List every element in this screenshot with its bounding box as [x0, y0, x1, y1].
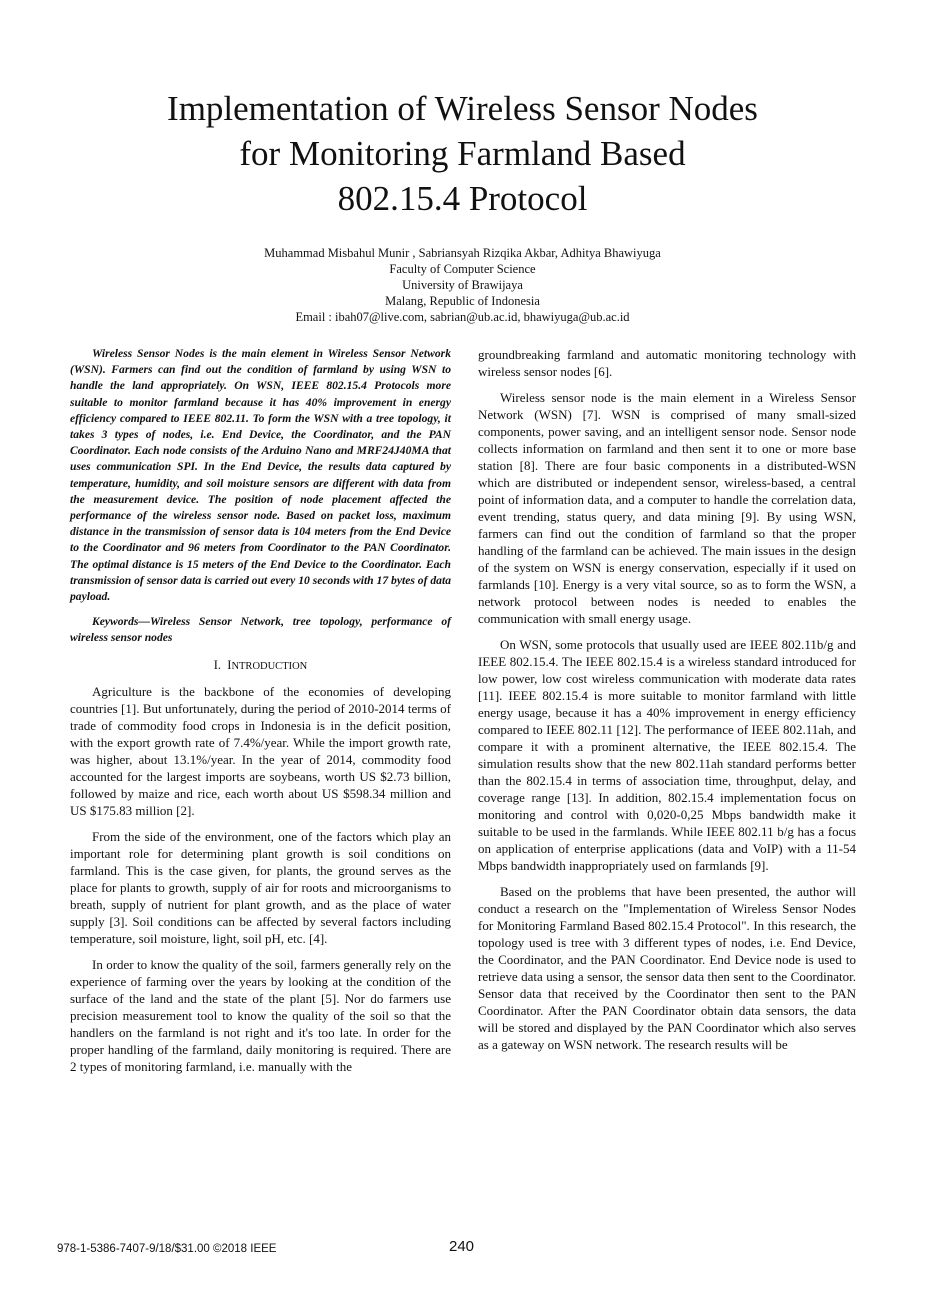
author-location: Malang, Republic of Indonesia [385, 294, 540, 308]
author-faculty: Faculty of Computer Science [389, 262, 536, 276]
body-paragraph: Based on the problems that have been presented, the author will conduct a research on the "Implementation of Wireless Sensor Nodes for Monitoring Farmland Based 802.15.4 Protocol". In this research, the topology used is tree with 3 different types of nodes, i.e. End Device, the Coordinator, and the PAN Coordinator. End Device node is used to retrieve data using a sensor, the sensor data then sent to the Coordinator. Sensor data that received by the Coordinator then sent to the PAN Coordinator. After the PAN Coordinator obtain data sensors, the data will be stored and displayed by the PAN Coordinator which also serves as a gateway on WSN network. The research results will be [478, 884, 856, 1052]
body-paragraph: From the side of the environment, one of the factors which play an important role for determining plant growth is soil conditions on farmland. This is the case given, for plants, the ground serves as the place for plants to growth, supply of air for roots and microorganisms to breath, supply of nutrient for plant growth, and as the place of water supply [3]. Soil conditions can be affected by several factors including temperature, soil moisture, light, soil pH, etc. [4]. [70, 828, 451, 946]
keywords: Keywords—Wireless Sensor Network, tree topology, performance of wireless sensor nodes [70, 615, 451, 645]
body-paragraph: In order to know the quality of the soil, farmers generally rely on the experience of farming over the years by looking at the condition of the surface of the land and the state of the plant [5]. Nor do farmers use precision measurement tool to know the quality of the soil so that the handlers on the farmland is not right and it's too late. In order for the proper handling of the farmland, daily monitoring is required. There are 2 types of monitoring farmland, i.e. manually with the [70, 956, 451, 1074]
abstract: Wireless Sensor Nodes is the main element in Wireless Sensor Network (WSN). Farmers can find out the condition of farmland by using WSN to handle the land appropriately. On WSN, IEEE 802.15.4 Protocols more suitable to monitor farmland because it has 40% improvement in energy efficiency compared to IEEE 802.11. To form the WSN with a tree topology, it takes 3 types of nodes, i.e. End Device, the Coordinator, and the PAN Coordinator. Each node consists of the Arduino Nano and MRF24J40MA that uses communication SPI. In the End Device, the results data captured by temperature, humidity, and soil moisture sensors are different with data from the measurement device. The position of node placement affected the performance of the wireless sensor node. Based on packet loss, maximum distance in the transmission of sensor data is 104 meters from the End Device to the Coordinator and 96 meters from Coordinator to the PAN Coordinator. The optimal distance is 15 meters of the End Device to the Coordinator. Each transmission of sensor data is carried out every 10 seconds with 17 bytes of data payload. [70, 347, 451, 604]
section-numeral: I. [213, 657, 222, 672]
body-paragraph: groundbreaking farmland and automatic monitoring technology with wireless sensor nodes [6]. [478, 347, 856, 379]
author-block [80, 245, 845, 325]
paper-title [80, 86, 845, 221]
section-heading-introduction [70, 657, 451, 675]
body-paragraph: Wireless sensor node is the main element in a Wireless Sensor Network (WSN) [7]. WSN is comprised of many small-sized components, power saving, and an intelligent sensor node. Sensor node collects information on farmland and then sent it to one or more base station [8]. There are four basic components in a distributed-WSN which are distributed or independent sensor, wireless-based, a central point of information data, and a computer to handle the correlation data, event trending, status query, and data mining [9]. By using WSN, farmers can find out the condition of farmland so that the proper handling of the farmland can be achieved. The main issues in the design of the system on WSN is energy conservation, especially if it used on farmlands [10]. Energy is a very vital source, so as to form the WSN, a network protocol between nodes is needed to enables the communication with small energy usage. [478, 390, 856, 626]
title-line: Implementation of Wireless Sensor Nodes [167, 89, 758, 128]
title-line: 802.15.4 Protocol [337, 179, 588, 218]
section-title-rest: NTRODUCTION [231, 660, 308, 672]
author-names: Muhammad Misbahul Munir , Sabriansyah Rizqika Akbar, Adhitya Bhawiyuga [264, 246, 661, 260]
body-paragraph: On WSN, some protocols that usually used are IEEE 802.11b/g and IEEE 802.15.4. The IEEE 802.15.4 is a wireless standard introduced for low power, low cost wireless communication with moderate data rates [11]. IEEE 802.15.4 is more suitable to monitor farmland with little energy usage, because it has a 40% improvement in energy efficiency compared to IEEE 802.11 [12]. The performance of IEEE 802.11ah, and compare it with a prominent alternative, the IEEE 802.15.4. The simulation results show that the new 802.11ah standard performs better than the 802.15.4 in terms of association time, throughput, delay, and coverage range [13]. In addition, 802.15.4 implementation focus on monitoring and control with 0,020-0,25 Mbps bandwidth make it suitable to be used in the farmlands. While IEEE 802.11 b/g has a focus on application of enterprise applications (data and VoIP) with a 11-54 Mbps bandwidth inappropriately used on farmlands [9]. [478, 637, 856, 873]
body-paragraph: Agriculture is the backbone of the economies of developing countries [1]. But unfortunately, during the period of 2010-2014 terms of trade of commodity food crops in Indonesia is in the deficit position, with the export growth rate of 7.4%/year. While the import growth rate, was higher, about 13.1%/year. In the year of 2014, commodity food accounted for the largest imports are soybeans, worth US $2.73 billion, followed by maize and rice, each worth about US $598.34 million and US $175.83 million [2]. [70, 683, 451, 818]
footer-isbn: 978-1-5386-7407-9/18/$31.00 ©2018 IEEE [57, 1243, 277, 1255]
author-emails: Email : ibah07@live.com, sabrian@ub.ac.id, bhawiyuga@ub.ac.id [295, 310, 630, 324]
author-university: University of Brawijaya [402, 278, 523, 292]
right-column [478, 346, 856, 1062]
page-number: 240 [449, 1238, 475, 1255]
left-column [70, 346, 451, 1084]
section-title-first-letter: I [227, 657, 232, 672]
title-line: for Monitoring Farmland Based [239, 134, 686, 173]
